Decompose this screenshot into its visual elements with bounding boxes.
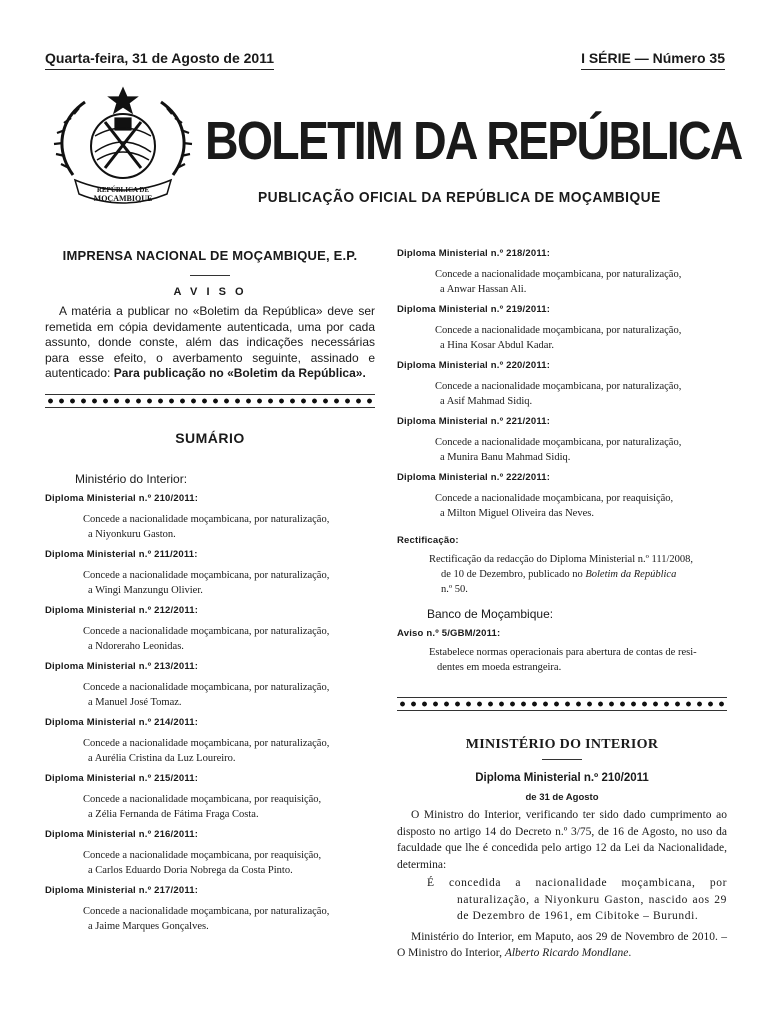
summary-item-desc: Concede a nacionalidade moçambicana, por naturalização, a Asif Mahmad Sidiq. bbox=[435, 381, 682, 407]
act-title: Diploma Ministerial n.º 210/2011 bbox=[475, 772, 649, 784]
summary-item-title: Diploma Ministerial n.º 220/2011: bbox=[397, 360, 551, 371]
summary-item bbox=[397, 304, 727, 353]
summary-item bbox=[45, 549, 375, 598]
summary-item bbox=[45, 493, 375, 542]
act-date: de 31 de Agosto bbox=[525, 792, 599, 803]
aviso-heading: A V I S O bbox=[173, 286, 247, 298]
summary-item bbox=[45, 885, 375, 934]
summary-item bbox=[45, 717, 375, 766]
summary-item bbox=[397, 628, 727, 675]
summary-item bbox=[397, 416, 727, 465]
rectificacao-title: Rectificação: bbox=[397, 535, 459, 546]
summary-item-title: Diploma Ministerial n.º 222/2011: bbox=[397, 472, 551, 483]
aviso-bank-desc: Estabelece normas operacionais para abertura de contas de resi- dentes em moeda estrangeira. bbox=[429, 647, 697, 673]
summary-item-desc: Concede a nacionalidade moçambicana, por reaquisição, a Milton Miguel Oliveira das Neves. bbox=[435, 493, 674, 519]
summary-item-desc: Concede a nacionalidade moçambicana, por naturalização, a Anwar Hassan Ali. bbox=[435, 269, 682, 295]
summary-item-title: Diploma Ministerial n.º 212/2011: bbox=[45, 604, 199, 616]
act-paragraph: O Ministro do Interior, verificando ter sido dado cumprimento ao disposto no artigo 14 do Decreto n.º 3/75, de 16 de Agosto, no uso da faculdade que lhe é concedida pelo artigo 12 da Lei da Nacionalidade, determina: bbox=[397, 809, 727, 871]
dotted-divider bbox=[45, 394, 375, 408]
summary-item-desc: Concede a nacionalidade moçambicana, por naturalização, a Munira Banu Mahmad Sidiq. bbox=[435, 437, 682, 463]
dotted-divider bbox=[397, 697, 727, 711]
aviso-text bbox=[45, 304, 375, 382]
masthead-title: BOLETIM DA REPÚBLICA bbox=[205, 111, 742, 171]
act-signature: Ministério do Interior, em Maputo, aos 29 de Novembro de 2010. – O Ministro do Interior, Alberto Ricardo Mondlane. bbox=[397, 930, 727, 959]
issue-series: I SÉRIE — Número 35 bbox=[581, 50, 725, 70]
summary-item-title: Diploma Ministerial n.º 215/2011: bbox=[45, 772, 199, 784]
national-emblem-icon bbox=[45, 80, 200, 215]
summary-item-title: Diploma Ministerial n.º 214/2011: bbox=[45, 716, 199, 728]
emblem-label-top: REPÚBLICA DE bbox=[96, 186, 150, 194]
imprensa-heading: IMPRENSA NACIONAL DE MOÇAMBIQUE, E.P. bbox=[62, 248, 358, 263]
summary-item-title: Diploma Ministerial n.º 218/2011: bbox=[397, 248, 551, 259]
emblem-label-bottom: MOÇAMBIQUE bbox=[93, 194, 153, 203]
act-paragraph: É concedida a nacionalidade moçambicana, por naturalização, a Niyonkuru Gaston, nascido aos 29 de Dezembro de 1961, em Cibitoke – Burundi. bbox=[427, 877, 727, 922]
summary-item-desc: Concede a nacionalidade moçambicana, por naturalização, a Aurélia Cristina da Luz Loureiro. bbox=[83, 737, 330, 764]
summary-item-title: Diploma Ministerial n.º 216/2011: bbox=[45, 828, 199, 840]
divider bbox=[190, 275, 230, 276]
left-column bbox=[45, 248, 375, 934]
summary-item-title: Diploma Ministerial n.º 219/2011: bbox=[397, 304, 551, 315]
summary-item bbox=[397, 360, 727, 409]
divider bbox=[542, 759, 582, 760]
summary-item-desc: Concede a nacionalidade moçambicana, por naturalização, a Jaime Marques Gonçalves. bbox=[83, 905, 330, 932]
summary-item-desc: Concede a nacionalidade moçambicana, por naturalização, a Niyonkuru Gaston. bbox=[83, 513, 330, 540]
bank-label: Banco de Moçambique: bbox=[427, 607, 554, 621]
summary-item-desc: Concede a nacionalidade moçambicana, por naturalização, a Wingi Manzungu Olivier. bbox=[83, 569, 330, 596]
issue-date: Quarta-feira, 31 de Agosto de 2011 bbox=[45, 50, 274, 70]
summary-item-title: Diploma Ministerial n.º 210/2011: bbox=[45, 492, 199, 504]
summary-item-desc: Concede a nacionalidade moçambicana, por naturalização, a Ndoreraho Leonidas. bbox=[83, 625, 330, 652]
summary-item bbox=[397, 472, 727, 521]
summary-item-title: Diploma Ministerial n.º 221/2011: bbox=[397, 416, 551, 427]
aviso-bank-title: Aviso n.º 5/GBM/2011: bbox=[397, 628, 501, 639]
ministry-label: Ministério do Interior: bbox=[75, 471, 188, 486]
summary-item bbox=[45, 829, 375, 878]
right-column bbox=[397, 248, 727, 962]
aviso-body: A matéria a publicar no «Boletim da República» deve ser remetida em cópia devidamente autenticada, uma por cada assunto, donde conste, além das indicações necessárias para esse efeito, o averbamento seguinte, assinado e autenticado: bbox=[45, 304, 375, 380]
rectificacao-desc: Rectificação da redacção do Diploma Ministerial n.º 111/2008, de 10 de Dezembro, publicado no Boletim da República n.º 50. bbox=[429, 554, 694, 595]
masthead-subtitle: PUBLICAÇÃO OFICIAL DA REPÚBLICA DE MOÇAMBIQUE bbox=[258, 189, 661, 206]
summary-item-title: Diploma Ministerial n.º 211/2011: bbox=[45, 548, 198, 560]
rectificacao-item bbox=[397, 535, 727, 597]
summary-item-title: Diploma Ministerial n.º 217/2011: bbox=[45, 884, 199, 896]
sumario-heading: SUMÁRIO bbox=[175, 429, 245, 446]
summary-item bbox=[397, 248, 727, 297]
summary-item-desc: Concede a nacionalidade moçambicana, por naturalização, a Hina Kosar Abdul Kadar. bbox=[435, 325, 682, 351]
summary-item bbox=[45, 773, 375, 822]
summary-item bbox=[45, 661, 375, 710]
summary-item-desc: Concede a nacionalidade moçambicana, por reaquisição, a Zélia Fernanda de Fátima Fraga Costa. bbox=[83, 793, 322, 820]
summary-item bbox=[45, 605, 375, 654]
aviso-bold: Para publicação no «Boletim da República». bbox=[113, 366, 366, 380]
summary-item-title: Diploma Ministerial n.º 213/2011: bbox=[45, 660, 199, 672]
summary-item-desc: Concede a nacionalidade moçambicana, por naturalização, a Manuel José Tomaz. bbox=[83, 681, 330, 708]
summary-item-desc: Concede a nacionalidade moçambicana, por reaquisição, a Carlos Eduardo Doria Nobrega da Costa Pinto. bbox=[83, 849, 322, 876]
ministerio-heading: MINISTÉRIO DO INTERIOR bbox=[465, 737, 659, 752]
